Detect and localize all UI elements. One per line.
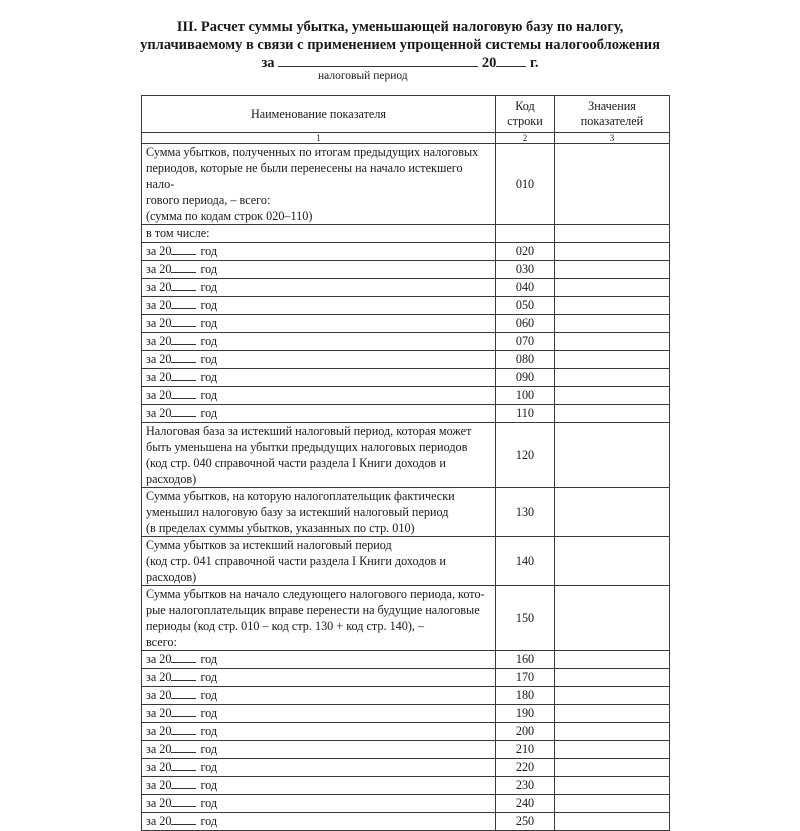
row-value-cell[interactable] [555,669,670,687]
row-value-cell[interactable] [555,144,670,225]
table-row [142,333,670,351]
row-value-cell[interactable] [555,369,670,387]
row-name-line: (в пределах суммы убытков, указанных по стр. 010) [146,521,415,535]
row-code: 080 [496,351,555,369]
year-blank[interactable] [171,777,196,789]
section-heading [130,18,670,72]
year-suffix: год [200,778,218,792]
table-row [142,759,670,777]
year-blank[interactable] [171,813,196,825]
year-blank[interactable] [171,705,196,717]
period-g: г. [529,55,539,71]
row-name [142,586,496,651]
row-name [142,297,496,315]
table-row [142,723,670,741]
table-row [142,144,670,225]
row-value-cell[interactable] [555,586,670,651]
year-prefix: за 20 [146,370,172,384]
row-code: 170 [496,669,555,687]
year-suffix: год [200,244,218,258]
year-blank[interactable] [171,315,196,327]
row-value-cell[interactable] [555,777,670,795]
row-value-cell[interactable] [555,279,670,297]
year-prefix: за 20 [146,244,172,258]
table-row [142,795,670,813]
year-prefix: за 20 [146,814,172,828]
column-number-row [142,133,670,144]
table-row [142,488,670,537]
year-blank[interactable] [171,243,196,255]
table-row [142,387,670,405]
row-name [142,423,496,488]
table-row [142,225,670,243]
row-name-line: Сумма убытков на начало следующего налогового периода, кото- [146,587,485,601]
column-number: 3 [555,133,670,144]
row-name-line: уменьшил налоговую базу за истекший налоговый период [146,505,449,519]
row-code: 020 [496,243,555,261]
period-za: за [261,55,275,71]
year-suffix: год [200,262,218,276]
row-value-cell[interactable] [555,387,670,405]
year-blank[interactable] [171,405,196,417]
year-suffix: год [200,370,218,384]
table-row [142,243,670,261]
row-name [142,723,496,741]
year-suffix: год [200,814,218,828]
row-value-cell[interactable] [555,405,670,423]
row-value-cell[interactable] [555,225,670,243]
table-row [142,741,670,759]
row-value-cell[interactable] [555,723,670,741]
year-blank[interactable] [171,351,196,363]
row-name-line: Сумма убытков, на которую налогоплательщик фактически [146,489,455,503]
row-value-cell[interactable] [555,741,670,759]
row-code: 230 [496,777,555,795]
year-blank[interactable] [171,795,196,807]
year-prefix: за 20 [146,280,172,294]
year-prefix: за 20 [146,706,172,720]
row-name [142,687,496,705]
period-caption: налоговый период [318,70,408,82]
row-name [142,669,496,687]
row-value-cell[interactable] [555,351,670,369]
row-name [142,387,496,405]
row-name [142,279,496,297]
row-name [142,261,496,279]
year-suffix: год [200,670,218,684]
year-prefix: за 20 [146,262,172,276]
year-suffix: год [200,688,218,702]
row-code: 040 [496,279,555,297]
row-name [142,488,496,537]
table-row [142,405,670,423]
year-blank[interactable] [171,279,196,291]
row-code: 200 [496,723,555,741]
table-row [142,423,670,488]
period-blank[interactable] [278,54,478,67]
row-name-line: Налоговая база за истекший налоговый период, которая может [146,424,472,438]
row-value-cell[interactable] [555,651,670,669]
row-code: 220 [496,759,555,777]
row-code: 060 [496,315,555,333]
year-prefix: за 20 [146,352,172,366]
row-code [496,225,555,243]
row-code: 160 [496,651,555,669]
year-suffix: год [200,796,218,810]
row-name-line: (сумма по кодам строк 020–110) [146,209,313,223]
year-prefix: за 20 [146,688,172,702]
row-code: 070 [496,333,555,351]
year-suffix: год [200,760,218,774]
row-name [142,813,496,831]
table-row [142,261,670,279]
header-code: Код строки [496,96,555,133]
period-year-prefix: 20 [481,55,497,71]
year-suffix: год [200,280,218,294]
row-name-line: периодов, которые не были перенесены на начало истекшего нало- [146,161,463,191]
table-row [142,537,670,586]
year-suffix: год [200,724,218,738]
row-name-line: (код стр. 041 справочной части раздела I Книги доходов и расходов) [146,554,446,584]
row-name [142,759,496,777]
row-name [142,777,496,795]
year-blank[interactable] [171,669,196,681]
row-value-cell[interactable] [555,333,670,351]
table-row [142,315,670,333]
row-name [142,705,496,723]
table-row [142,279,670,297]
table-row [142,297,670,315]
year-blank[interactable] [171,741,196,753]
year-suffix: год [200,316,218,330]
year-prefix: за 20 [146,742,172,756]
row-name [142,405,496,423]
row-code: 110 [496,405,555,423]
column-number: 2 [496,133,555,144]
row-code: 050 [496,297,555,315]
table-row [142,586,670,651]
row-value-cell[interactable] [555,488,670,537]
table-row [142,813,670,831]
row-value-cell[interactable] [555,687,670,705]
row-name [142,741,496,759]
row-name-line: всего: [146,635,177,649]
table-row [142,687,670,705]
table-row [142,669,670,687]
row-name-line: периоды (код стр. 010 – код стр. 130 + код стр. 140), – [146,619,425,633]
row-value-cell[interactable] [555,243,670,261]
row-code: 120 [496,423,555,488]
year-suffix: год [200,352,218,366]
year-blank[interactable] [171,651,196,663]
row-name-line: быть уменьшена на убытки предыдущих налоговых периодов [146,440,468,454]
row-code: 010 [496,144,555,225]
year-prefix: за 20 [146,388,172,402]
heading-line-1: III. Расчет суммы убытка, уменьшающей налоговую базу по налогу, [176,19,624,35]
year-blank[interactable] [171,723,196,735]
year-blank[interactable] [171,333,196,345]
row-name [142,651,496,669]
loss-table [141,95,670,831]
row-code: 090 [496,369,555,387]
row-code: 030 [496,261,555,279]
row-code: 130 [496,488,555,537]
row-code: 150 [496,586,555,651]
year-suffix: год [200,406,218,420]
year-blank[interactable] [171,261,196,273]
year-prefix: за 20 [146,406,172,420]
table-row [142,705,670,723]
column-number: 1 [142,133,496,144]
row-name [142,144,496,225]
table-row [142,777,670,795]
year-prefix: за 20 [146,670,172,684]
row-name [142,315,496,333]
row-value-cell[interactable] [555,423,670,488]
header-name: Наименование показателя [142,96,496,133]
row-name-line: Сумма убытков за истекший налоговый период [146,538,392,552]
year-suffix: год [200,298,218,312]
year-suffix: год [200,742,218,756]
row-name [142,351,496,369]
row-value-cell[interactable] [555,315,670,333]
row-name-line: Сумма убытков, полученных по итогам предыдущих налоговых [146,145,479,159]
table-row [142,351,670,369]
row-code: 250 [496,813,555,831]
table-row [142,651,670,669]
row-code: 100 [496,387,555,405]
year-suffix: год [200,388,218,402]
year-prefix: за 20 [146,316,172,330]
year-blank[interactable] [171,687,196,699]
year-blank[interactable] [171,297,196,309]
year-prefix: за 20 [146,796,172,810]
period-year-blank[interactable] [496,54,526,67]
row-value-cell[interactable] [555,537,670,586]
year-prefix: за 20 [146,652,172,666]
year-blank[interactable] [171,387,196,399]
year-blank[interactable] [171,759,196,771]
row-code: 210 [496,741,555,759]
row-code: 240 [496,795,555,813]
row-value-cell[interactable] [555,261,670,279]
row-code: 140 [496,537,555,586]
row-name-line: гового периода, – всего: [146,193,271,207]
row-name [142,537,496,586]
row-value-cell[interactable] [555,795,670,813]
row-value-cell[interactable] [555,705,670,723]
year-prefix: за 20 [146,760,172,774]
row-name [142,243,496,261]
row-code: 190 [496,705,555,723]
row-name [142,369,496,387]
row-name: в том числе: [142,225,496,243]
header-row [142,96,670,133]
year-prefix: за 20 [146,334,172,348]
heading-line-2: уплачиваемому в связи с применением упрощенной системы налогообложения [140,37,660,53]
year-blank[interactable] [171,369,196,381]
row-name [142,795,496,813]
table-row [142,369,670,387]
row-code: 180 [496,687,555,705]
row-value-cell[interactable] [555,297,670,315]
year-suffix: год [200,652,218,666]
year-prefix: за 20 [146,778,172,792]
year-suffix: год [200,706,218,720]
year-prefix: за 20 [146,724,172,738]
row-name-line: (код стр. 040 справочной части раздела I Книги доходов и расходов) [146,456,446,486]
row-value-cell[interactable] [555,759,670,777]
year-prefix: за 20 [146,298,172,312]
row-value-cell[interactable] [555,813,670,831]
row-name-line: рые налогоплательщик вправе перенести на будущие налоговые [146,603,480,617]
header-value: Значения показателей [555,96,670,133]
row-name [142,333,496,351]
year-suffix: год [200,334,218,348]
